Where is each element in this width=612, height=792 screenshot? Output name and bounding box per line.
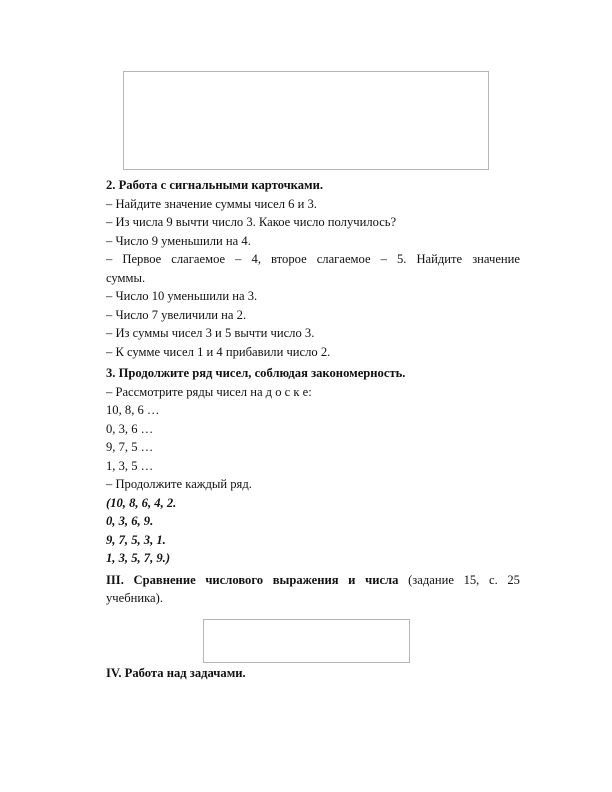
number-row: 9, 7, 5 …: [106, 440, 154, 454]
answer-row: (10, 8, 6, 4, 2.: [106, 495, 177, 510]
section-2-item: – К сумме чисел 1 и 4 прибавили число 2.: [106, 344, 331, 359]
answer-row: 1, 3, 5, 7, 9.): [106, 551, 171, 565]
section-3-instruction: – Продолжите каждый ряд.: [106, 477, 252, 491]
section-3-intro: – Рассмотрите ряды чисел на д о с к е:: [106, 384, 312, 399]
section-3-heading: 3. Продолжите ряд чисел, соблюдая закономерность.: [106, 366, 406, 380]
section-2-item: – Первое слагаемое – 4, второе слагаемое – 5. Найдите значение суммы.: [106, 252, 520, 285]
answer-row: 9, 7, 5, 3, 1.: [106, 532, 166, 547]
section-iii-paragraph: [92, 571, 520, 608]
section-iv-heading: IV. Работа над задачами.: [106, 666, 246, 680]
number-row: 1, 3, 5 …: [106, 458, 154, 473]
section-2-item: – Найдите значение суммы чисел 6 и 3.: [106, 196, 317, 211]
section-2-item: – Из числа 9 вычти число 3. Какое число получилось?: [106, 215, 397, 229]
answer-row: 0, 3, 6, 9.: [106, 514, 154, 528]
number-row: 10, 8, 6 …: [106, 403, 160, 417]
section-2-item: – Число 9 уменьшили на 4.: [106, 233, 251, 248]
number-row: 0, 3, 6 …: [106, 421, 154, 436]
section-2-item: – Из суммы чисел 3 и 5 вычти число 3.: [106, 326, 315, 340]
section-2-item: – Число 7 увеличили на 2.: [106, 307, 247, 322]
section-2-item: – Число 10 уменьшили на 3.: [106, 289, 258, 303]
document-body: [92, 176, 520, 680]
section-iii-reference: (задание 15, с. 25 учебника).: [106, 572, 520, 605]
image-placeholder-middle: [203, 619, 410, 663]
image-placeholder-top: [123, 71, 489, 170]
section-2-heading: 2. Работа с сигнальными карточками.: [106, 178, 324, 192]
section-iii-heading: III. Сравнение числового выражения и числа: [106, 572, 399, 587]
